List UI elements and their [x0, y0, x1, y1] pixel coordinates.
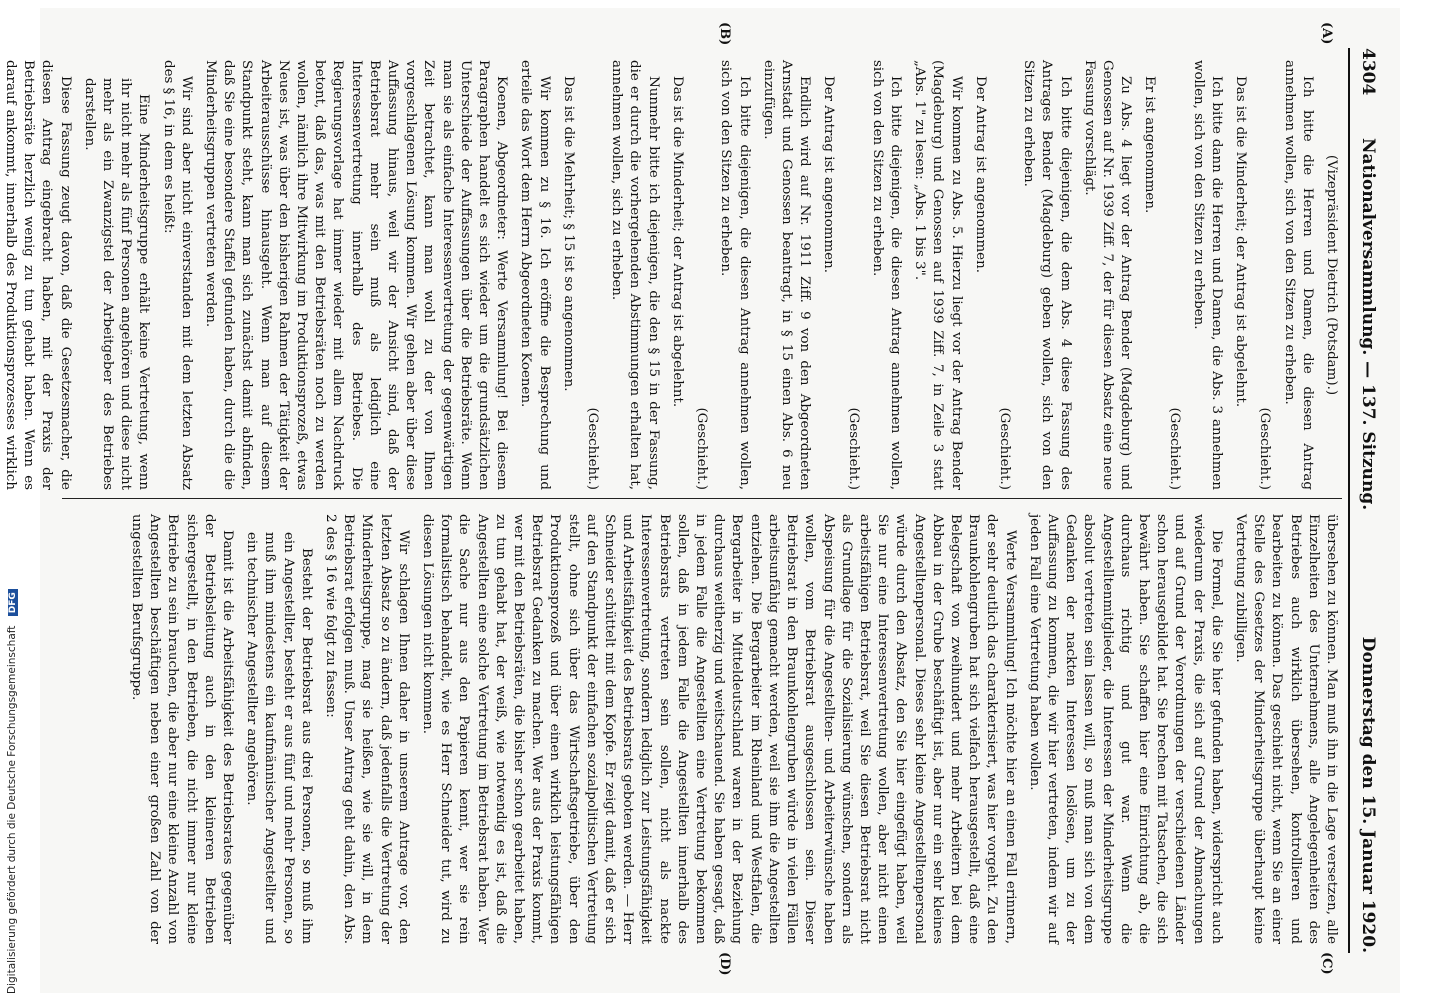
paragraph: Der Antrag ist angenommen.	[821, 76, 837, 273]
paragraph: Wir kommen zu § 16. Ich eröffne die Besprechung und erteile das Wort dem Herrn Abgeordneten Koenen.	[518, 60, 552, 490]
paragraph: Er ist angenommen.	[1142, 76, 1158, 214]
stage-direction: (Geschieht.)	[996, 407, 1012, 490]
right-column	[121, 514, 1340, 944]
paragraph: Damit ist die Arbeitsfähigkeit des Betriebsrates gegenüber der Betriebsleitung auch in den kleineren Betrieben sichergestellt, in den Betrieben, die nicht immer nur kleine Betriebe zu sein brauchen, die aber nur eine kleine Anzahl von Angestellten beschäftigen neben einer großen Zahl von der ungestellten Berufsgruppe.	[129, 514, 236, 944]
paragraph: Ich bitte diejenigen, die diesen Antrag annehmen wollen, sich von den Sitzen zu erheben.	[718, 60, 752, 490]
paragraph: Wir schlagen Ihnen daher in unserem Antrage vor, den letzten Absatz so zu ändern, daß jedenfalls die Vertretung der Minderheitsgruppe, mag sie heißen, wie sie will, in dem Betriebsrat erfolgen muß. Unser Antrag geht dahin, den Abs. 2 des § 16 wie folgt zu fassen:	[323, 514, 411, 944]
paragraph: Das ist die Mehrheit; § 15 ist so angenommen.	[560, 76, 576, 392]
paragraph: Nunmehr bitte ich diejenigen, die den § 15 in der Fassung, die er durch die vorhergehenden Abstimmungen erhalten hat, annehmen wollen, sich zu erheben.	[609, 60, 661, 490]
paragraph: Der Antrag ist angenommen.	[972, 76, 988, 273]
left-column	[0, 60, 1340, 490]
paragraph: Wir kommen zu Abs. 5. Hierzu liegt vor der Antrag Bender (Magdeburg) und Genossen auf 1939 Ziff. 7, in Zeile 3 statt „Abs. 1" zu lesen: „Abs. 1 bis 3".	[912, 60, 964, 490]
stage-direction: (Geschieht.)	[1257, 407, 1273, 490]
paragraph: Die Formel, die Sie hier gefunden haben, widerspricht auch wiederum der Praxis, die sich auf Grund der Abmachungen und auf Grund der Verordnungen der verschiedenen Länder schon herausgebildet hat. Sie brechen mit Tatsachen, die sich bewährt haben. Sie schaffen hier eine Einrichtung ab, die durchaus richtig und gut war. Wenn die Angestelltenmitglieder, die Interessen der Minderheitsgruppe absolut vertreten sein lassen will, so muß man sich von dem Gedanken der nackten Interessen loslösen, um zu der Auffassung zu kommen, die wir hier vertreten, indem wir auf jeden Fall eine Vertretung haben wollen.	[1026, 514, 1224, 944]
margin-letter-d: (D)	[717, 952, 732, 976]
speech-paragraph: Koenen, Abgeordneter: Werte Versammlung! Bei diesem Paragraphen handelt es sich wieder um die grundsätzlichen Unterschiede der Auffassungen über die Betriebsräte. Wenn man sie als einfache Interessenvertretung der gegenwärtigen Zeit betrachtet, kann man wohl zu der von Ihnen vorgeschlagenen Lösung kommen. Wir gehen aber über diese Auffassung hinaus, weil wir der Ansicht sind, daß der Betriebsrat mehr sein muß als lediglich eine Interessenvertretung innerhalb des Betriebes. Die Regierungsvorlage hat immer wieder mit allem Nachdruck betont, daß das, was mit den Betriebsräten noch zu werden wollen, nämlich ihre Mitwirkung im Produktionsprozeß, etwas Neues ist, was über den bisherigen Rahmen der Tätigkeit der Arbeiterausschüsse hinausgeht. Wenn man auf diesem Standpunkt steht, kann man sich zunächst damit abfinden, daß Sie eine besondere Staffel gefunden haben, durch die die Minderheitsgruppen vertreten werden.	[203, 60, 510, 490]
paragraph: Werte Versammlung! Ich möchte hier an einen Fall erinnern, der sehr deutlich das charakterisiert, was hier vorgeht. Zu den Braunkohlengruben hat sich vielfach herausgestellt, daß eine Belegschaft von zweihundert und mehr Arbeitern bei dem Abbau in der Grube beschäftigt ist, aber nur ein sehr kleines Angestelltenpersonal. Dieses sehr kleine Angestelltenpersonal würde durch den Absatz, den Sie hier eingefügt haben, weil Sie nur eine Interessenvertretung wollen, aber nicht einen arbeitsfähigen Betriebsrat, weil Sie diesen Betriebsrat nicht als Grundlage für die Sozialisierung wünschen, sondern als Abspeisung für die Angestellten- und Arbeiterwünsche haben wollen, vom Betriebsrat ausgeschlossen sein. Dieser Betriebsrat in den Braunkohlengruben würde in vielen Fällen arbeitsunfähig gemacht werden, weil sie ihm die Angestellten entziehen. Die Bergarbeiter im Rheinland und Westfalen, die Bergarbeiter in Mitteldeutschland waren in der Beziehung durchaus weitherzig und weitschauend. Sie haben gesagt, daß in jedem Falle die Angestellten eine Vertretung bekommen sollen, daß in jedem Falle die Angestellten innerhalb des Betriebsrats vertreten sein sollen, nicht als nackte Interessenvertretung, sondern lediglich zur Leistungsfähigkeit und Arbeitsfähigkeit des Betriebsrats geboten werden. — Herr Schneider schüttelt mit dem Kopfe. Er zeigt damit, daß er sich auf den Standpunkt der einfachen sozialpolitischen Vertretung stellt, ohne sich über das Wirtschaftsgetriebe, über den Produktionsprozeß und über einen wirklich leistungsfähigen Betriebsrat Gedanken zu machen. Wer aus der Praxis kommt, wer mit den Betriebsräten, die bisher schon gearbeitet haben, zu tun gehabt hat, der weiß, wie notwendig es ist, daß die Angestellten eine solche Vertretung im Betriebsrat haben. Wer die Sache nur aus den Papieren kennt, wer sie rein formalistisch behandelt, wie es Herr Schneider tut, wird zu diesen Lösungen nicht kommen.	[420, 514, 1018, 944]
paragraph: Das ist die Minderheit; der Antrag ist abgelehnt.	[669, 76, 685, 408]
paragraph: Diese Fassung zeugt davon, daß die Gesetzesmacher, die diesen Antrag eingebracht haben, mit der Praxis der Betriebsräte herzlich wenig zu tun gehabt haben. Wenn es darauf ankommt, innerhalb des Produktionsprozesses wirklich	[3, 60, 73, 490]
paragraph: Zu Abs. 4 liegt vor der Antrag Bender (Magdeburg) und Genossen auf Nr. 1939 Ziff. 7, der für diesen Absatz eine neue Fassung vorschlägt.	[1081, 60, 1134, 490]
paragraph: Ich bitte dann die Herren und Damen, die Abs. 3 annehmen wollen, sich von den Sitzen zu erheben.	[1190, 60, 1224, 490]
paragraph: Endlich wird auf Nr. 1911 Ziff. 9 von den Abgeordneten Arnstadt und Genossen beantragt, in § 15 einen Abs. 6 neu einzufügen.	[760, 60, 813, 490]
stage-direction: (Geschieht.)	[845, 407, 861, 490]
session-title: Nationalversammlung. — 137. Sitzung.	[1358, 138, 1378, 511]
stage-direction: (Geschieht.)	[585, 407, 601, 490]
speaker-note: (Vizepräsident Dietrich (Potsdam).)	[1324, 154, 1339, 396]
margin-letter-b: (B)	[717, 22, 732, 46]
margin-letter-c: (C)	[1319, 952, 1334, 975]
column-divider	[62, 498, 1342, 499]
paragraph: Wir sind aber nicht einverstanden mit dem letzten Absatz des § 16, in dem es heißt:	[160, 60, 194, 490]
stage-direction: (Geschieht.)	[694, 407, 710, 490]
stage-direction: (Geschieht.)	[1166, 407, 1182, 490]
paragraph: übersehen zu können. Man muß ihn in die Lage versetzen, alle Einzelheiten des Unternehmens, alle Angelegenheiten des Betriebes auch wirklich übersehen, kontrollieren und bearbeiten zu können. Das geschieht nicht, wenn Sie an einer Stelle des Gesetzes der Minderheitsgruppe überhaupt keine Vertretung zubilligen.	[1232, 514, 1339, 944]
dfg-logo: DFG	[8, 589, 18, 616]
margin-letter-a: (A)	[1319, 22, 1334, 45]
paragraph: Das ist die Minderheit; der Antrag ist abgelehnt.	[1233, 76, 1249, 408]
quoted-clause: Eine Minderheitsgruppe erhält keine Vertretung, wenn ihr nicht mehr als fünf Personen angehören und diese nicht mehr als ein Zwanzigstel der Arbeitgeber des Betriebes darstellen.	[81, 78, 152, 490]
quoted-clause: Besteht der Betriebsrat aus drei Personen, so muß ihm ein Angestellter, besteht er aus fünf und mehr Personen, so muß ihm mindestens ein kaufmännischer Angestellter und ein technischer Angestellter angehören.	[244, 532, 314, 944]
page-number: 4304	[1358, 48, 1378, 96]
credit-text: Digitalisierung gefördert durch die Deutsche Forschungsgemeinschaft	[6, 625, 18, 994]
session-date: Donnerstag den 15. Januar 1920.	[1358, 636, 1378, 953]
paragraph: Ich bitte diejenigen, die dem Abs. 4 diese Fassung des Antrages Bender (Magdeburg) geben wollen, sich von den Sitzen zu erheben.	[1021, 60, 1073, 490]
digitization-credit	[4, 9, 30, 994]
paragraph: Ich bitte diejenigen, die diesen Antrag annehmen wollen, sich von den Sitzen zu erheben.	[869, 60, 903, 490]
running-header	[1348, 48, 1380, 953]
paragraph: Ich bitte die Herren und Damen, die diesen Antrag annehmen wollen, sich von den Sitzen zu erheben.	[1281, 60, 1315, 490]
